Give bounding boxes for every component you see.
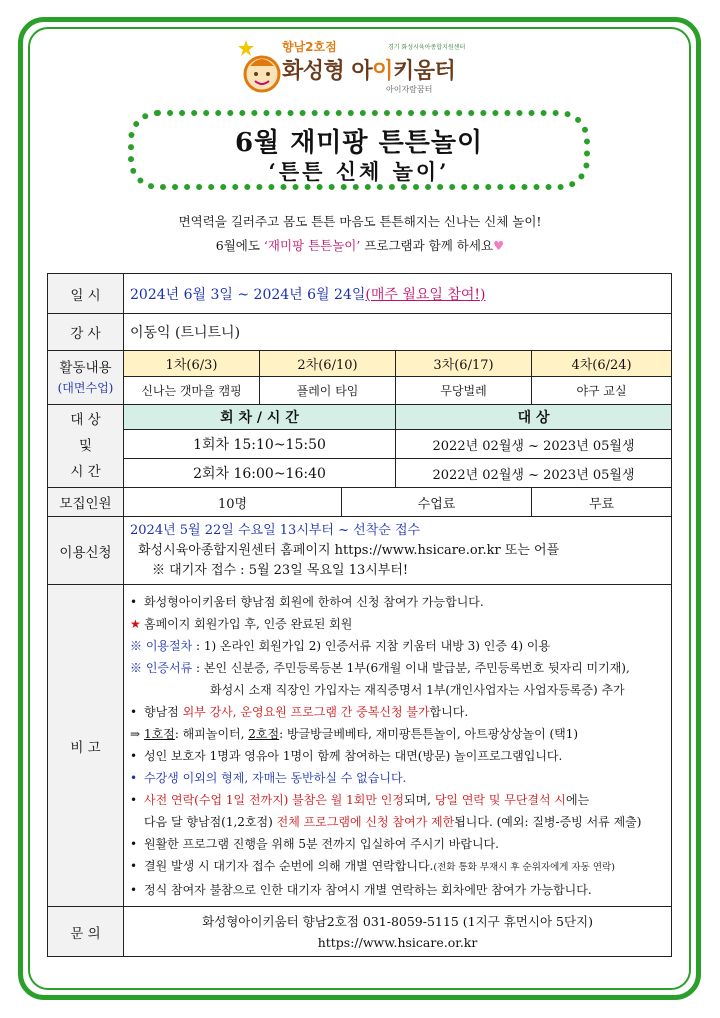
logo: [238, 38, 488, 104]
contact-value: 화성형아이키움터 향남2호점 031-8059-5115 (1지구 휴먼시아 5단지) https://www.hsicare.or.kr: [124, 907, 672, 957]
logo-branch: 향남2호점: [282, 40, 337, 54]
target-head-row: [48, 405, 672, 430]
note-item: • 원활한 프로그램 진행을 위해 5분 전까지 입실하여 주시기 바랍니다.: [130, 836, 499, 851]
contact-label: 문 의: [48, 907, 124, 957]
schedule-row: [48, 274, 672, 314]
logo-org: 경기 화성시육아종합지원센터: [388, 44, 466, 51]
intro-line-1: 면역력을 길러주고 몸도 튼튼 마음도 튼튼해지는 신나는 신체 놀이!: [178, 214, 542, 229]
schedule-label: 일 시: [48, 274, 124, 314]
kid-face-icon: [238, 38, 282, 98]
time-cell: 1회차 15:10~15:50: [124, 430, 396, 459]
note-item: ※ 인증서류 : 본인 신분증, 주민등록등본 1부(6개월 이내 발급분, 주민등록번호 뒷자리 미기재),: [130, 660, 630, 675]
schedule-value: 2024년 6월 3일 ~ 2024년 6월 24일(매주 월요일 참여!): [124, 274, 672, 314]
target-cell: 2022년 02월생 ~ 2023년 05월생: [396, 430, 672, 459]
note-item: • 결원 발생 시 대기자 접수 순번에 의해 개별 연락합니다.(전화 통화 부재시 후 순위자에게 자동 연락): [130, 858, 615, 873]
contact-link: https://www.hsicare.or.kr: [317, 934, 478, 950]
recruit-row: [48, 488, 672, 517]
note-item: • 수강생 이외의 형제, 자매는 동반하실 수 없습니다.: [130, 770, 407, 785]
session-content: 야구 교실: [532, 377, 672, 405]
session-content: 무당벌레: [396, 377, 532, 405]
heart-icon: ♥: [493, 238, 505, 253]
target-row: [48, 459, 672, 488]
recruit-value: 10명: [124, 488, 342, 517]
instructor-value: 이동익 (트니트니): [124, 314, 672, 351]
session-round: 2차(6/10): [260, 351, 396, 377]
note-item: • 향남점 외부 강사, 운영요원 프로그램 간 중복신청 불가합니다.: [130, 704, 469, 719]
session-content: 신나는 갯마을 캠핑: [124, 377, 260, 405]
note-item: ⇒ 1호점: 해피놀이터, 2호점: 방글방글베베타, 재미팡튼튼놀이, 아트팡상상놀이 (택1): [130, 723, 665, 745]
notes-row: [48, 585, 672, 907]
target-header: 대 상: [396, 405, 672, 430]
instructor-row: [48, 314, 672, 351]
page-title: 6월 재미팡 튼튼놀이: [234, 128, 484, 158]
note-item: 화성시 소재 직장인 가입자는 재직증명서 1부(개인사업자는 사업자등록증) 추가: [210, 682, 625, 697]
fee-value: 무료: [532, 488, 672, 517]
note-item: ※ 이용절차 : 1) 온라인 회원가입 2) 인증서류 지참 키움터 내방 3) 인증 4) 이용: [130, 638, 551, 653]
session-round: 3차(6/17): [396, 351, 532, 377]
note-item: • 사전 연락(수업 1일 전까지) 불참은 월 1회만 인정되며, 당일 연락 및 무단결석 시에는: [130, 792, 590, 807]
apply-value: 2024년 5월 22일 수요일 13시부터 ~ 선착순 접수 화성시육아종합지원센터 홈페이지 https://www.hsicare.or.kr 또는 어플 ※ 대기자 접수 : 5월 23일 목요일 13시부터!: [124, 517, 672, 585]
info-table: [47, 273, 672, 957]
note-item: • 화성형아이키움터 향남점 회원에 한하여 신청 참여가 가능합니다.: [130, 594, 484, 609]
activity-content-row: [48, 377, 672, 405]
activity-head-row: [48, 351, 672, 377]
session-content: 플레이 타임: [260, 377, 396, 405]
note-item: 다음 달 향남점(1,2호점) 전체 프로그램에 신청 참여가 제한됩니다. (예외: 질병-증빙 서류 제출): [144, 814, 642, 829]
apply-label: 이용신청: [48, 517, 124, 585]
target-label: 대 상 및 시 간: [48, 405, 124, 488]
arrow-icon: ⇒: [130, 726, 141, 741]
notes-content: [124, 585, 672, 907]
instructor-label: 강 사: [48, 314, 124, 351]
logo-subtitle: 아이자람꿈터: [386, 85, 433, 94]
time-header: 회 차 / 시 간: [124, 405, 396, 430]
logo-name: 화성형 아이키움터: [282, 59, 456, 84]
fee-label: 수업료: [342, 488, 532, 517]
session-round: 4차(6/24): [532, 351, 672, 377]
note-item: ★ 홈페이지 회원가입 후, 인증 완료된 회원: [130, 613, 665, 635]
star-icon: ★: [130, 616, 141, 631]
recruit-label: 모집인원: [48, 488, 124, 517]
session-round: 1차(6/3): [124, 351, 260, 377]
activity-label: 활동내용 (대면수업): [48, 351, 124, 405]
target-row: [48, 430, 672, 459]
contact-row: [48, 907, 672, 957]
page-subtitle: ‘튼튼 신체 놀이’: [268, 159, 450, 184]
intro-line-2: 6월에도 ‘재미팡 튼튼놀이’ 프로그램과 함께 하세요♥: [215, 238, 505, 253]
title-box: [128, 110, 590, 190]
apply-row: [48, 517, 672, 585]
target-cell: 2022년 02월생 ~ 2023년 05월생: [396, 459, 672, 488]
note-item: • 성인 보호자 1명과 영유아 1명이 함께 참여하는 대면(방문) 놀이프로그램입니다.: [130, 748, 563, 763]
notes-label: 비 고: [48, 585, 124, 907]
time-cell: 2회차 16:00~16:40: [124, 459, 396, 488]
note-item: • 정식 참여자 불참으로 인한 대기자 참여시 개별 연락하는 회차에만 참여가 가능합니다.: [130, 882, 592, 897]
